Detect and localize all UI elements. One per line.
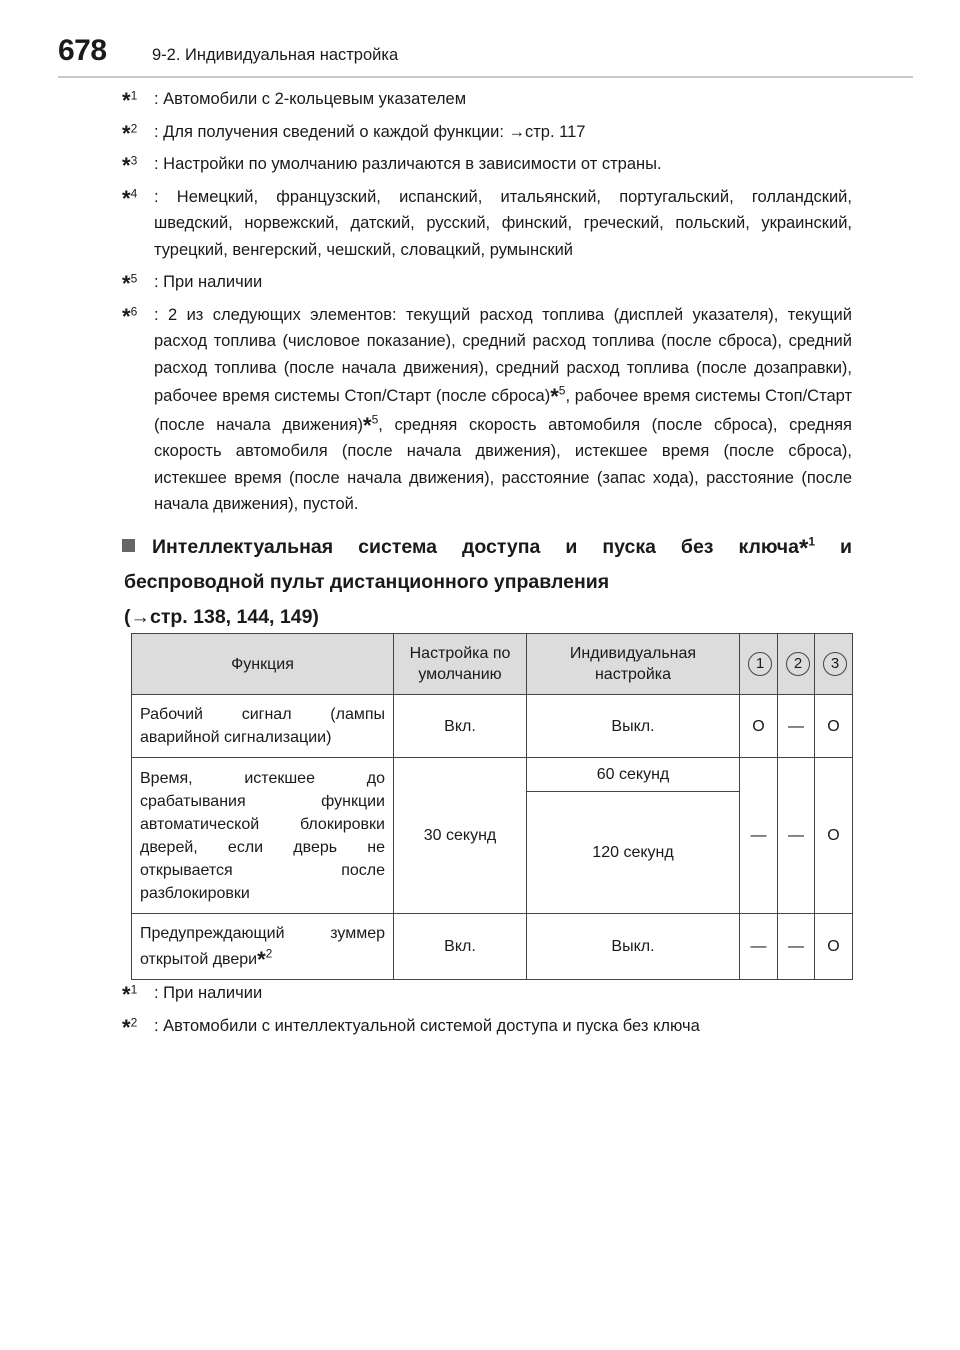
settings-table [131, 633, 853, 980]
table-row: Предупреждающий зуммер открытой двери*$^2$ Вкл. Выкл. — — O [132, 914, 853, 980]
section-title: 9-2. Индивидуальная настройка [152, 46, 399, 64]
footnotes-bottom [122, 980, 852, 1045]
footnote: *$^3$ : Настройки по умолчанию различаются в зависимости от страны. [122, 153, 662, 178]
table-row: Время, истекшее до срабатывания функции автоматической блокировки дверей, если дверь не открывается после разблокировки 30 секунд 60 секунд — — O [132, 758, 853, 792]
asterisk: * [122, 982, 131, 1007]
asterisk: * [122, 303, 131, 329]
footnote: *$^1$ : При наличии [122, 982, 263, 1007]
header-divider [58, 76, 913, 78]
circled-1-icon: 1 [748, 652, 772, 676]
col-function: Функция [132, 634, 394, 695]
asterisk: * [122, 120, 131, 146]
asterisk: * [122, 271, 131, 296]
asterisk: * [122, 185, 131, 211]
footnote: *$^2$ : Автомобили с интеллектуальной системой доступа и пуска без ключа [122, 1014, 700, 1040]
page-header [58, 34, 938, 74]
footnote: *$^1$ : Автомобили с 2-кольцевым указателем [122, 88, 467, 113]
footnote: *$^5$ : При наличии [122, 271, 263, 296]
table-row: Рабочий сигнал (лампы аварийной сигнализации) Вкл. Выкл. O — O [132, 695, 853, 758]
table-subrow: 120 секунд [132, 792, 853, 914]
circled-2-icon: 2 [786, 652, 810, 676]
table-header-row [132, 634, 853, 695]
col-1 [740, 634, 778, 695]
col-custom: Индивидуальная настройка [527, 634, 740, 695]
footnote: *$^2$ : Для получения сведений о каждой функции: →стр. 117 [122, 120, 586, 146]
col-default: Настройка по умолчанию [394, 634, 527, 695]
col-2 [778, 634, 815, 695]
footnote: *$^6$ : 2 из следующих элементов: текущий расход топлива (дисплей указателя), текущий расход топлива (числовое показание), средний расход топлива (после сброса), средний расход топлива (после начала движения), средний расход топлива (после дозаправки), рабочее время системы Стоп/Старт (после сброса)*$^5$, рабочее время системы Стоп/Старт (после начала движения)*$^5$, средняя скорость автомобиля (после сброса), средняя скорость автомобиля (после начала движения), истекшее время (после сброса), истекшее время (после начала движения), расстояние (запас хода), расстояние (после начала движения), пустой. [122, 303, 852, 513]
footnotes-top [122, 86, 852, 524]
asterisk: * [122, 88, 131, 113]
asterisk: * [122, 1014, 131, 1040]
circled-3-icon: 3 [823, 652, 847, 676]
square-bullet-icon [122, 539, 135, 552]
footnote: *$^4$ : Немецкий, французский, испанский, итальянский, португальский, голландский, шведский, норвежский, датский, русский, финский, греческий, польский, украинский, турецкий, венгерский, чешский, словацкий, румынский [122, 185, 852, 259]
col-3 [815, 634, 853, 695]
asterisk: * [122, 153, 131, 178]
section-heading: Интеллектуальная система доступа и пуска без ключа*$^1$ и беспроводной пульт дистанционного управления (→стр. 138, 144, 149) [124, 534, 852, 628]
page-number: 678 [58, 34, 107, 67]
